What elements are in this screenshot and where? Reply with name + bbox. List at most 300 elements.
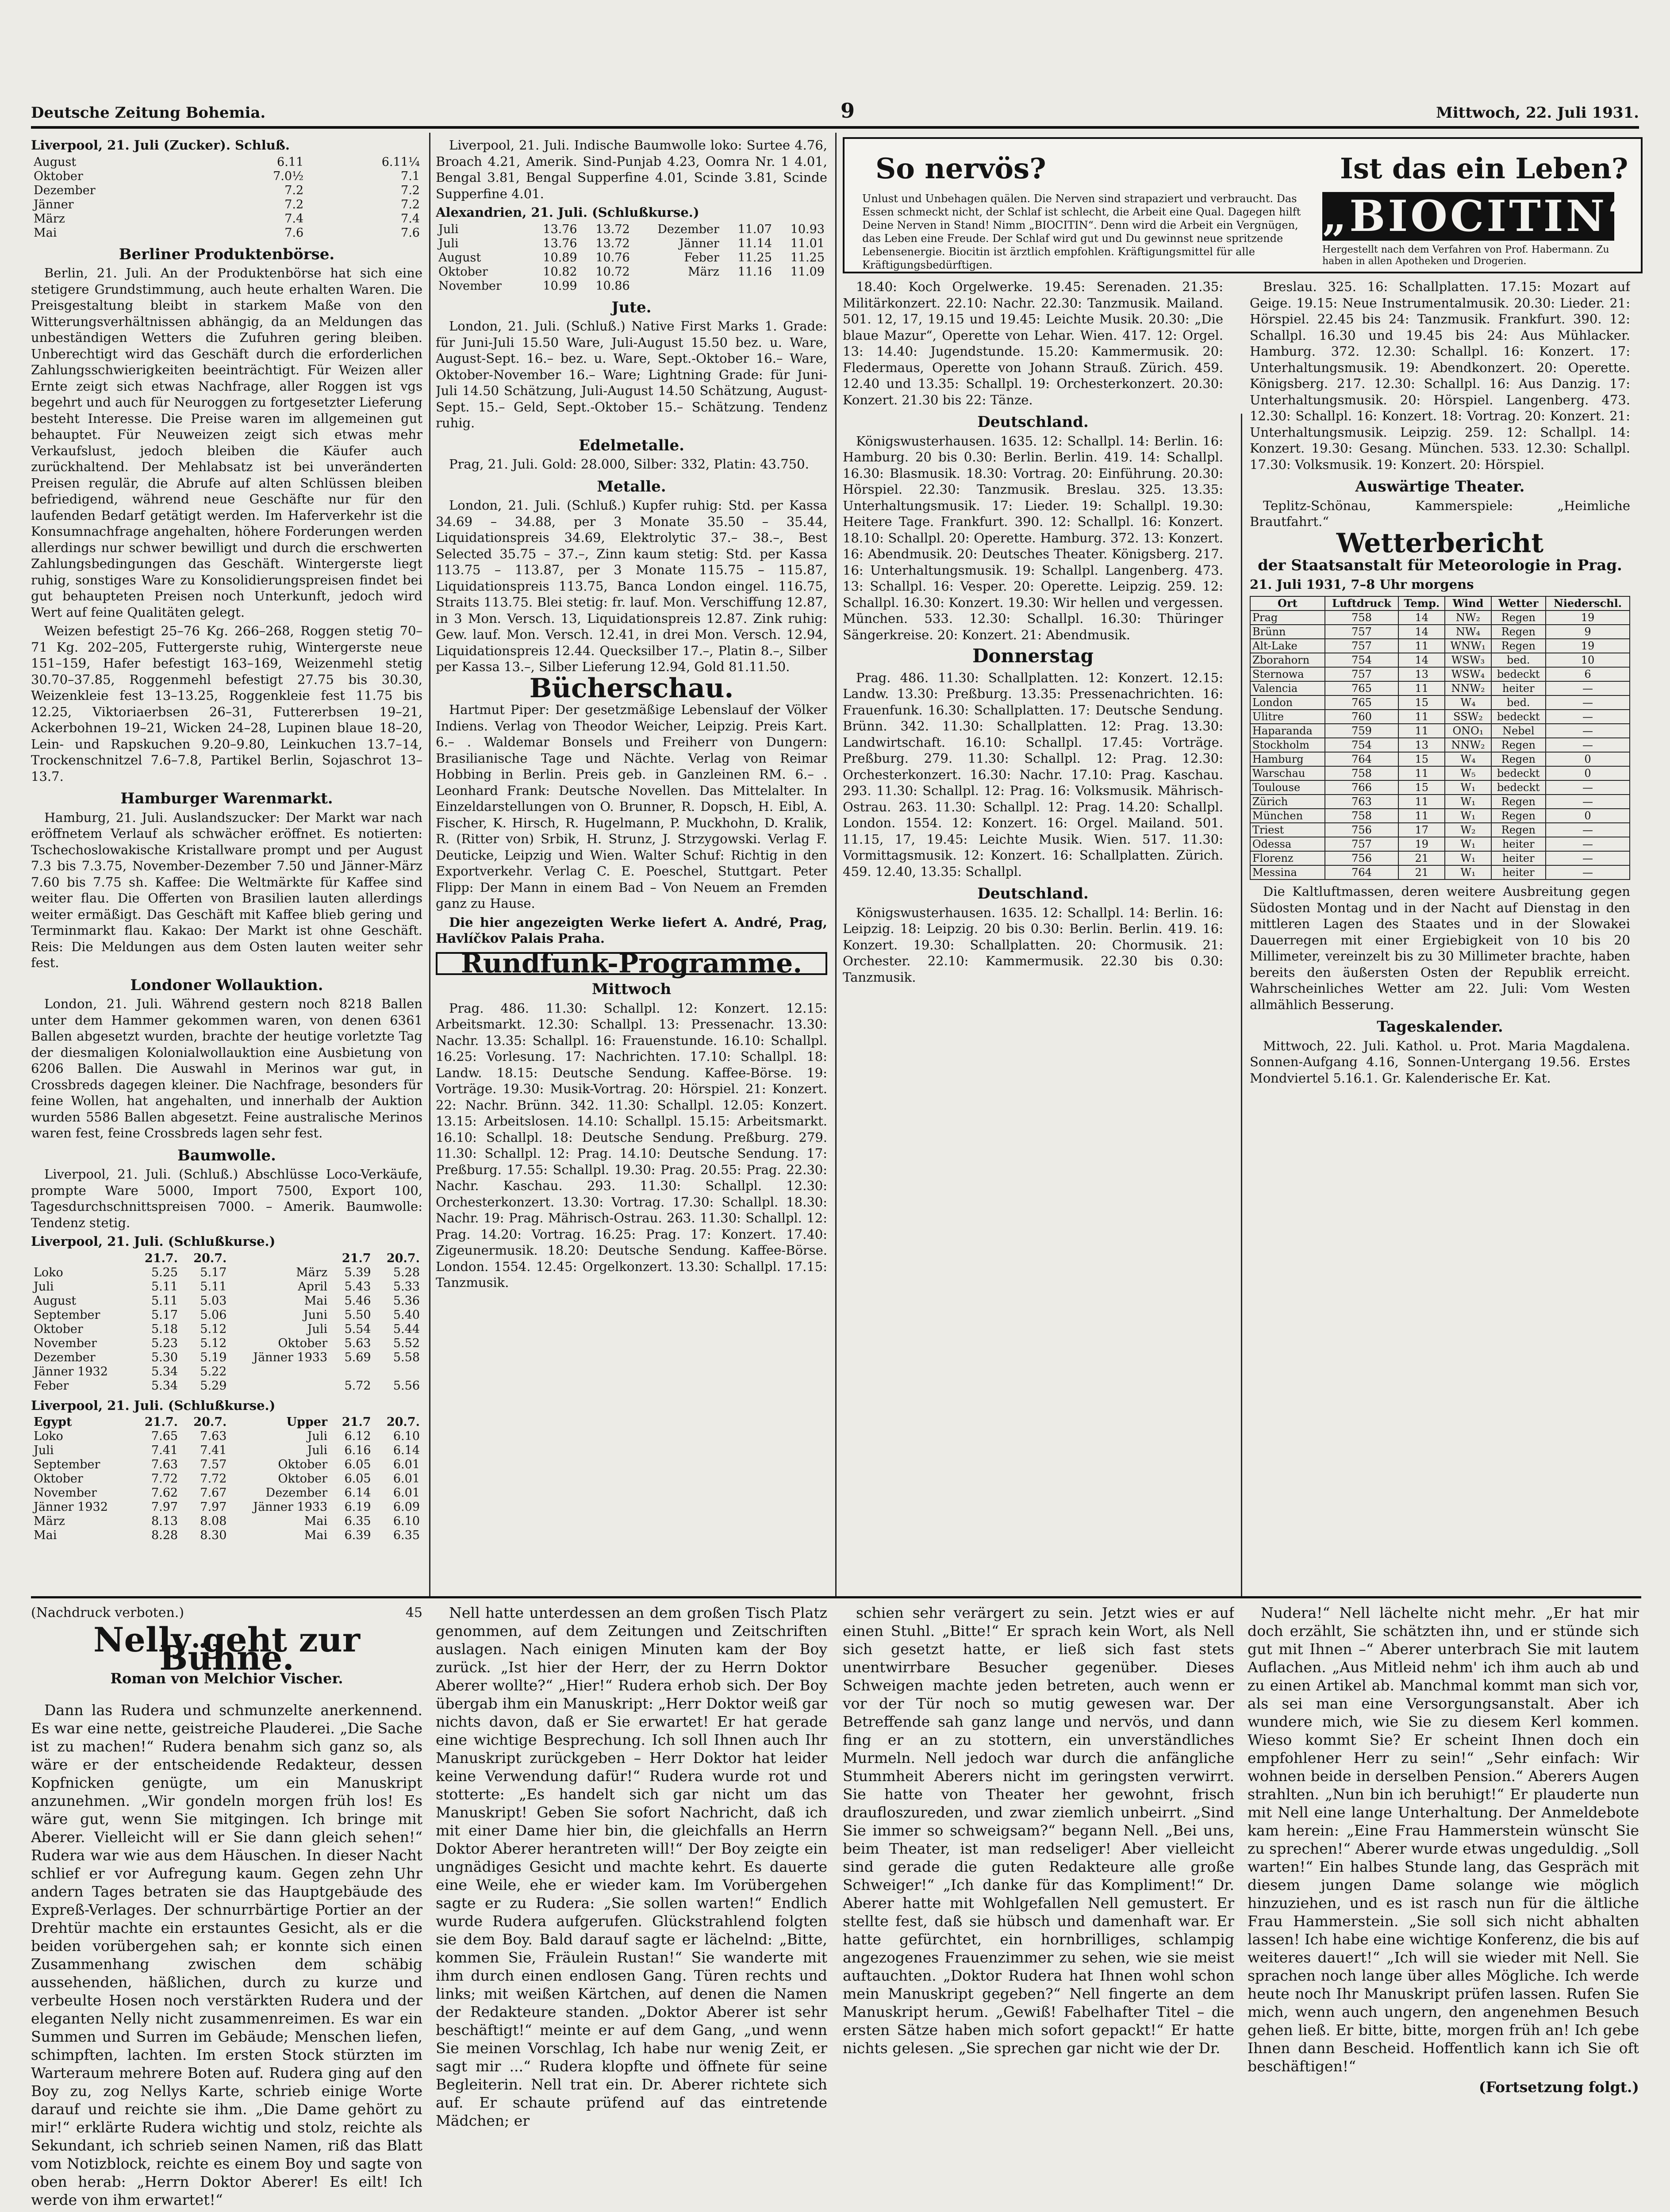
table-cell: 13.76 [543, 236, 577, 250]
table-cell: Mai [304, 1294, 328, 1308]
table-cell: Regen [1491, 625, 1546, 639]
metalle-heading: Metalle. [597, 477, 666, 495]
table-cell: 759 [1325, 724, 1398, 738]
table-cell: Juli [438, 236, 459, 250]
table-cell: Hamburg [1250, 752, 1325, 766]
books-note: Die hier angezeigten Werke liefert A. André, Prag, Havlíčkov Palais Praha. [436, 914, 827, 946]
table-cell: April [298, 1279, 328, 1294]
table-cell: 14 [1398, 653, 1445, 667]
weather-row [1250, 809, 1630, 823]
weather-report: Die Kaltluftmassen, deren weitere Ausbreitung gegen Südosten Montag und in der Nacht auf Dienstag in den mittleren Lagen des Staates und in der Slowakei Dauerregen mit einer Ergiebigkeit von 10 bis 20 Millimeter, vereinzelt bis zu 30 Millimeter brachte, haben bereits den äußersten Osten der Republik erreicht. Wahrscheinliches Wetter am 22. Juli: Vom Westen allmählich Besserung. [1250, 884, 1630, 1012]
table-cell: 7.41 [151, 1444, 178, 1457]
table-cell: SSW₂ [1445, 710, 1491, 724]
serial-column-2 [436, 1604, 827, 2212]
column-header: Niederschl. [1546, 596, 1630, 611]
column-header: Ort [1250, 596, 1325, 611]
table-cell: 6.35 [393, 1528, 420, 1542]
serial-column-4 [1248, 1604, 1639, 2212]
table-cell: 756 [1325, 823, 1398, 837]
table-cell: Feber [34, 1379, 69, 1393]
table-row [436, 265, 827, 279]
table-cell [229, 1379, 330, 1393]
column-header: Egypt [34, 1415, 72, 1429]
table-cell: 7.6 [401, 226, 420, 240]
table-cell: 5.23 [151, 1336, 178, 1350]
table-cell: bedeckt [1491, 710, 1546, 724]
thursday-heading: Donnerstag [972, 645, 1094, 667]
jute-report: London, 21. Juli. (Schluß.) Native First Marks 1. Grade: für Juni-Juli 15.50 Ware, Juli-August 15.50 bez. u. Ware, August-Sept. 16.– bez. u. Ware, Sept.-Oktober 16.– Ware, Oktober-November 16.– Ware; Lightning Grade: für Juni-Juli 14.50 Schätzung, Juli-August 14.50 Schätzung, August-Sept. 15.– Geld, Sept.-Oktober 15.– Schätzung. Tendenz ruhig. [436, 319, 827, 430]
weather-row [1250, 738, 1630, 752]
table-cell: November [34, 1336, 97, 1350]
table-cell: W₁ [1445, 837, 1491, 851]
table-cell: NW₄ [1445, 625, 1491, 639]
alexandria-table [436, 223, 827, 293]
table-cell: 11 [1398, 809, 1445, 823]
weather-row [1250, 865, 1630, 879]
ad-body: Unlust und Unbehagen quälen. Die Nerven sind strapaziert und verbraucht. Das Essen schmeckt nicht, der Schlaf ist schlecht, die Arbeit eine Qual. Dagegen hilft Deine Nerven in Stand! Nimm „BIOCITIN“. Denn wird die Arbeit ein Vergnügen, das Leben eine Freude. Der Schlaf wird gut und Du gewinnst neue spritzende Lebensenergie. Biocitin ist ärztlich empfohlen. Kräftigungsmittel für alle Kräftigungsbedürftigen. [862, 192, 1301, 271]
table-cell: Regen [1491, 611, 1546, 625]
table-header-row [31, 1252, 422, 1266]
table-cell: W₁ [1445, 865, 1491, 879]
table-cell: 6.01 [393, 1486, 420, 1500]
table-cell: W₅ [1445, 766, 1491, 780]
column-header: Wetter [1491, 596, 1546, 611]
table-cell: 7.63 [200, 1429, 227, 1443]
table-cell: 5.36 [393, 1294, 420, 1308]
table-cell: — [1546, 851, 1630, 865]
table-cell: 5.11 [151, 1294, 178, 1308]
table-cell: März [687, 265, 719, 279]
table2-dateline: Liverpool, 21. Juli. (Schlußkurse.) [31, 1398, 276, 1413]
table-row [436, 251, 827, 265]
table-cell: 6.35 [344, 1514, 371, 1528]
edelmetalle-heading: Edelmetalle. [579, 436, 684, 454]
table-cell: 757 [1325, 837, 1398, 851]
table1-dateline: Liverpool, 21. Juli. (Schlußkurse.) [31, 1234, 276, 1249]
table-cell: September [34, 1308, 100, 1322]
table-row [31, 1486, 422, 1500]
issue-date: Mittwoch, 22. Juli 1931. [1436, 104, 1639, 122]
table-cell: 11 [1398, 710, 1445, 724]
table-cell: 6.16 [344, 1444, 371, 1457]
hamburg-heading: Hamburger Warenmarkt. [120, 790, 333, 807]
column-header [229, 1252, 330, 1266]
table-row [31, 1379, 422, 1393]
table-cell [775, 279, 827, 293]
table-cell: 5.56 [393, 1379, 420, 1393]
table-cell: 11.25 [790, 250, 825, 265]
table-cell: 7.72 [200, 1472, 227, 1486]
table-cell: Mai [34, 226, 57, 240]
table-cell: 6.14 [393, 1444, 420, 1457]
books-list: Hartmut Piper: Der gesetzmäßige Lebenslauf der Völker Indiens. Verlag von Theodor Weicher, Leipzig. Preis Kart. 6.– . Waldemar Bonsels und Freiherr von Dungern: Brasilianische Tage und Nächte. Verlag von Reimar Hobbing in Berlin. Preis geb. in Ganzleinen RM. 6.– . Leonhard Frank: Deutsche Novellen. Das Mittelalter. In Einzeldarstellungen von O. Brunner, R. Dopsch, H. Eibl, A. Fischer, K. Hirsch, R. Hugelmann, P. Muckhohn, D. Kralik, R. (Ritter von) Srbik, H. Strunz, J. Strzygowski. Verlag F. Deuticke, Leipzig und Wien. Walter Schuf: Richtig in den Exportverkehr. Verlag C. E. Poeschel, Stuttgart. Peter Flipp: Der Mann in einem Bad – Von Neuem an Fremden ganz zu Hause. [436, 702, 827, 911]
table-cell: 5.25 [151, 1265, 178, 1279]
table-cell: 6.01 [393, 1472, 420, 1486]
serial-divider [31, 1596, 1641, 1598]
berlin-heading: Berliner Produktenbörse. [119, 245, 335, 263]
column-3 [843, 137, 1639, 1597]
table-cell: Alt-Lake [1250, 639, 1325, 653]
table-cell: Juli [34, 1444, 54, 1457]
weather-row [1250, 823, 1630, 837]
table-cell: Valencia [1250, 681, 1325, 695]
table-row [436, 279, 827, 293]
table-cell: 11.09 [790, 265, 825, 279]
liverpool-indian-cotton: Liverpool, 21. Juli. Indische Baumwolle loko: Surtee 4.76, Broach 4.21, Amerik. Sind-Punjab 4.23, Oomra Nr. 1 4.01, Bengal 3.81, Bengal Supperfine 4.01, Scinde 3.81, Scinde Supperfine 4.01. [436, 138, 827, 201]
cotton-table [31, 155, 422, 240]
table-row [31, 1336, 422, 1351]
table-cell: Nebel [1491, 724, 1546, 738]
table-cell: 5.69 [344, 1350, 371, 1364]
table-cell: 5.34 [151, 1379, 178, 1393]
serial-column-1 [31, 1604, 422, 2212]
table-cell: NNW₂ [1445, 738, 1491, 752]
table-cell: 757 [1325, 639, 1398, 653]
table-cell: 7.72 [151, 1472, 178, 1486]
table-cell: 10.72 [595, 265, 630, 279]
table-cell: 5.39 [344, 1265, 371, 1279]
table-cell: 11 [1398, 724, 1445, 738]
table-cell: 8.08 [200, 1514, 227, 1528]
table-cell: 6.19 [344, 1500, 371, 1514]
table-cell: 10.76 [595, 250, 630, 265]
table-cell: WNW₁ [1445, 639, 1491, 653]
table-cell: 7.6 [284, 226, 304, 240]
table-cell: 5.17 [200, 1265, 227, 1279]
table-cell: 763 [1325, 795, 1398, 809]
table-cell: 9 [1546, 625, 1630, 639]
table-cell: 5.33 [393, 1279, 420, 1294]
london-wool-report: London, 21. Juli. Während gestern noch 8218 Ballen unter dem Hammer gekommen waren, von denen 6361 Ballen abgesetzt wurden, brachte der heutige vorletzte Tag der diesmaligen Kolonialwollauktion eine Ausbietung von 6206 Ballen. Die Auswahl in Merinos war gut, in Crossbreds dagegen kleiner. Die Nachfrage, besonders für feine Wollen, hat angehalten, und innerhalb der Auktion wurden 5586 Ballen abgesetzt. Feine australische Merinos waren fest, feine Crossbreds lagen sehr fest. [31, 996, 422, 1141]
germany-heading: Deutschland. [977, 413, 1089, 431]
ad-note: Hergestellt nach dem Verfahren von Prof. Habermann. Zu haben in allen Apotheken und Drogerien. [1322, 244, 1609, 267]
table-cell: 5.28 [393, 1265, 420, 1279]
table-cell: Oktober [278, 1458, 328, 1471]
table-cell: 10.86 [595, 279, 630, 293]
table-cell: August [34, 155, 77, 169]
table-cell: 14 [1398, 611, 1445, 625]
table-cell: 5.52 [393, 1336, 420, 1350]
table-row [31, 1444, 422, 1458]
table-row [31, 1351, 422, 1365]
table-cell: Jänner [679, 236, 719, 250]
theater-heading: Auswärtige Theater. [1355, 478, 1525, 495]
table-cell: Jänner 1932 [34, 1364, 108, 1379]
table-cell: 756 [1325, 851, 1398, 865]
weather-heading: Wetterbericht [1336, 527, 1544, 559]
calendar-heading: Tageskalender. [1377, 1018, 1503, 1036]
table-cell: 6.10 [393, 1514, 420, 1528]
serial-text-3: schien sehr verärgert zu sein. Jetzt wies er auf einen Stuhl. „Bitte!“ Er sprach kein Wort, als Nell sich gesetzt hatte, er ließ sich fast stets unentwirrbare Besucher gegenüber. Dieses Schweigen machte jeden betreten, auch wenn er vor der Tür noch so mutig gewesen war. Der Betreffende sah ganz lange und nervös, und dann fing er an zu stottern, ein unverständliches Murmeln. Nell jedoch war durch die anfängliche Stummheit Aberers nicht im geringsten verwirrt. Sie hatte von Theater her gewohnt, frisch draufloszureden, und zwar ziemlich unbeirrt. „Sind Sie immer so schweigsam?“ begann Nell. „Bei uns, beim Theater, ist man redseliger! Aber vielleicht sind gerade die guten Redakteure alle große Schweiger!“ „Ich danke für das Kompliment!“ Dr. Aberer hatte mit Wohlgefallen Nell gemustert. Er stellte fest, daß sie hübsch und damenhaft war. Er hatte gefürchtet, ein hornbrilliges, schlampig angezogenes Frauenzimmer zu sehen, wie sie meist auftauchten. „Doktor Rudera hat Ihnen wohl schon mein Manuskript gegeben?“ Nell fingerte an dem Manuskript herum. „Gewiß! Fabelhafter Titel – die ersten Sätze haben mich sofort gepackt!“ Er hatte nichts gelesen. „Sie sprechen gar nicht wie der Dr. [843, 1604, 1234, 2057]
thursday-listings: Prag. 486. 11.30: Schallplatten. 12: Konzert. 12.15: Landw. 13.30: Preßburg. 13.35: Pressenachrichten. 16: Frauenfunk. 16.30: Schallplatten. 17: Deutsche Sendung. Brünn. 342. 11.30: Schallplatten. 12: Prag. 13.30: Landwirtschaft. 16.10: Schallpl. 17.45: Vorträge. Preßburg. 279. 11.30: Schallpl. 12: Prag. 12.30: Orchesterkonzert. 16.30: Nachr. 17.10: Prag. Kaschau. 293. 11.30: Schallpl. 12: Prag. 16: Volksmusik. Mährisch-Ostrau. 263. 11.30: Schallpl. 12: Prag. 14.20: Schallpl. London. 1554. 12: Konzert. 16: Orgel. Mailand. 501. 11.15, 17, 19.45: Leichte Musik. Wien. 517. 11.30: Vormittagsmusik. 12: Konzert. 16: Schallplatten. Zürich. 459. 12.40, 13.35: Schallpl. [843, 670, 1223, 879]
table-cell: Jänner 1933 [253, 1500, 328, 1514]
page-number: 9 [841, 99, 855, 123]
cotton-row [31, 184, 422, 198]
table-cell: 21 [1398, 851, 1445, 865]
table-cell: 13.72 [595, 236, 630, 250]
table-cell: März [34, 211, 65, 226]
table-cell [330, 1365, 373, 1379]
continued-note: (Fortsetzung folgt.) [1478, 2078, 1639, 2096]
table-row [436, 223, 827, 237]
table-cell: Triest [1250, 823, 1325, 837]
column-header: 21.7. [144, 1251, 178, 1265]
table-cell: W₁ [1445, 795, 1491, 809]
table-cell [722, 279, 775, 293]
table-cell: 11.14 [737, 236, 772, 250]
table-cell: — [1546, 724, 1630, 738]
table-cell: W₁ [1445, 851, 1491, 865]
table-cell: heiter [1491, 851, 1546, 865]
table-cell: — [1546, 710, 1630, 724]
column-header: 21.7. [144, 1415, 178, 1429]
table-cell: heiter [1491, 681, 1546, 695]
table-cell: bedeckt [1491, 667, 1546, 681]
table-cell: — [1546, 738, 1630, 752]
table-cell: bed. [1491, 695, 1546, 710]
weather-subheading: der Staatsanstalt für Meteorologie in Prag. [1258, 557, 1622, 574]
table-cell: 764 [1325, 865, 1398, 879]
table-cell: 11.25 [737, 250, 772, 265]
table-cell: 5.54 [344, 1322, 371, 1336]
table-cell: 6.09 [393, 1500, 420, 1514]
table-cell: 5.22 [200, 1364, 227, 1379]
table-cell: 765 [1325, 681, 1398, 695]
table-row [31, 1365, 422, 1379]
market-column-2 [436, 137, 827, 1597]
weather-row [1250, 611, 1630, 625]
table-cell: November [34, 1486, 97, 1500]
table-cell: 11 [1398, 639, 1445, 653]
weather-row [1250, 667, 1630, 681]
table-cell: 11.07 [737, 222, 772, 236]
radio-listings: Prag. 486. 11.30: Schallpl. 12: Konzert. 12.15: Arbeitsmarkt. 12.30: Schallpl. 13: Pressenachr. 13.30: Nachr. 13.35: Schallpl. 16: Frauenstunde. 16.10: Schallpl. 16.25: Vorlesung. 17: Nachrichten. 17.10: Schallpl. 18: Landw. 18.15: Deutsche Sendung. Kaffee-Börse. 19: Vorträge. 19.30: Musik-Vortrag. 20: Hörspiel. 21: Konzert. 22: Nachr. Brünn. 342. 11.30: Schallpl. 12.05: Konzert. 13.15: Arbeitslosen. 14.10: Schallpl. 15.15: Arbeitsmarkt. 16.10: Schallpl. 18: Deutsche Sendung. Preßburg. 279. 11.30: Schallpl. 12: Prag. 14.10: Deutsche Sendung. 17: Preßburg. 17.55: Schallpl. 19.30: Prag. 20.55: Prag. 22.30: Nachr. Kaschau. 293. 11.30: Schallpl. 12.30: Orchesterkonzert. 13.30: Vortrag. 17.30: Schallpl. 18.30: Nachr. 19: Prag. Mährisch-Ostrau. 263. 11.30: Schallpl. 12: Prag. 14.20: Vortrag. 16.25: Prag. 17: Konzert. 17.40: Zigeunermusik. 18.20: Deutsche Sendung. Kaffee-Börse. London. 1554. 12.45: Orgelkonzert. 13.30: Schallpl. 17.15: Tanzmusik. [436, 1000, 827, 1290]
table-cell: 7.2 [284, 183, 304, 197]
table-header-row [1250, 596, 1630, 611]
table-cell: Dezember [34, 1350, 96, 1364]
table-cell: — [1546, 795, 1630, 809]
table-cell: 11.01 [790, 236, 825, 250]
table-cell: 6.10 [393, 1429, 420, 1443]
table-cell: 5.11 [151, 1279, 178, 1294]
weather-row [1250, 724, 1630, 738]
market-column-1 [31, 137, 422, 1597]
weather-row [1250, 695, 1630, 710]
table-cell: 6.11¼ [381, 155, 420, 169]
table-cell: 5.30 [151, 1350, 178, 1364]
table-cell: Messina [1250, 865, 1325, 879]
column-3-left [843, 279, 1223, 1584]
radio-heading: Rundfunk-Programme. [436, 952, 827, 975]
table-cell: 21 [1398, 865, 1445, 879]
table-cell: 6.05 [344, 1458, 371, 1471]
liverpool-table-2 [31, 1415, 422, 1543]
table-cell: — [1546, 695, 1630, 710]
weather-row [1250, 837, 1630, 851]
table-cell: Regen [1491, 809, 1546, 823]
page-header [31, 100, 1639, 129]
table-cell: WSW₃ [1445, 653, 1491, 667]
table-cell: London [1250, 695, 1325, 710]
germany2-heading: Deutschland. [977, 885, 1089, 902]
column-header: Wind [1445, 596, 1491, 611]
table-cell: 8.28 [151, 1528, 178, 1542]
table-cell: 14 [1398, 625, 1445, 639]
table-row [31, 1266, 422, 1280]
table-cell: 11.16 [737, 265, 772, 279]
column-header: Luftdruck [1325, 596, 1398, 611]
table-cell: 754 [1325, 653, 1398, 667]
table-cell: 6.01 [393, 1458, 420, 1471]
table-cell: 6.14 [344, 1486, 371, 1500]
table-cell: München [1250, 809, 1325, 823]
table-cell: Oktober [438, 265, 488, 279]
weather-row [1250, 653, 1630, 667]
table-cell: bedeckt [1491, 766, 1546, 780]
table-cell: 10.93 [790, 222, 825, 236]
table-cell: 766 [1325, 780, 1398, 795]
table-cell: Dezember [34, 183, 96, 197]
table-cell: 7.62 [151, 1486, 178, 1500]
table-cell: 7.41 [200, 1444, 227, 1457]
table-cell: Regen [1491, 795, 1546, 809]
table-cell: 5.63 [344, 1336, 371, 1350]
table-cell: Jänner 1932 [34, 1500, 108, 1514]
table-cell: Dezember [265, 1486, 328, 1500]
table-cell: September [34, 1458, 100, 1471]
column-header: Upper [286, 1415, 328, 1429]
table-cell: 6.12 [344, 1429, 371, 1443]
table-cell: Loko [34, 1429, 63, 1443]
london-wool-heading: Londoner Wollauktion. [130, 976, 323, 994]
table-cell: 5.58 [393, 1350, 420, 1364]
table-cell [374, 1365, 422, 1379]
cotton-row [31, 155, 422, 169]
cotton-dateline: Liverpool, 21. Juli (Zucker). Schluß. [31, 138, 290, 153]
table-cell: 15 [1398, 695, 1445, 710]
table-cell: 5.40 [393, 1308, 420, 1322]
weather-row [1250, 752, 1630, 766]
table-cell: bed. [1491, 653, 1546, 667]
table-cell: Odessa [1250, 837, 1325, 851]
biocitin-logo: „BIOCITIN“ [1322, 191, 1635, 241]
table-cell: 13 [1398, 667, 1445, 681]
table-cell: Juli [438, 222, 459, 236]
table-cell: 5.03 [200, 1294, 227, 1308]
grain-prices: Weizen befestigt 25–76 Kg. 266–268, Roggen stetig 70–71 Kg. 202–205, Futtergerste ruhig, Wintergerste neue 151–159, Hafer befestigt 163–169, Weizenmehl stetig 30.70–37.85, Roggenmehl befestigt 27.75 bis 30.30, Weizenkleie fest 13–13.25, Roggenkleie fest 11.75 bis 12.25, Viktoriaerbsen 26–31, Futtererbsen 19–21, Ackerbohnen 19–21, Wicken 24–28, Lupinen blaue 18–20, Lein- und Rapskuchen 9.20–9.80, Leinkuchen 13.7–14, Trockenschnitzel 7.6–7.8, Partikel Berlin, Sojaschrot 13–13.7. [31, 623, 422, 784]
table-cell: 0 [1546, 809, 1630, 823]
table-cell: 7.4 [284, 211, 304, 226]
table-cell: 7.0½ [273, 169, 304, 183]
table-cell: 757 [1325, 667, 1398, 681]
table-cell: Dezember [657, 222, 719, 236]
table-cell: 7.63 [151, 1458, 178, 1471]
germany-listings: Königswusterhausen. 1635. 12: Schallpl. 14: Berlin. 16: Hamburg. 20 bis 0.30: Berlin. Berlin. 419. 14: Schallpl. 16.30: Blasmusik. 18.30: Vortrag. 20: Einführung. 20.30: Hörspiel. 22.30: Tanzmusik. Breslau. 325. 13.35: Unterhaltungsmusik. 17: Lieder. 19: Schallpl. 19.30: Heitere Tage. Frankfurt. 390. 12: Schallpl. 16: Konzert. 18.10: Schallpl. 20: Operette. Hamburg. 372. 13: Konzert. 16: Abendmusik. 20: Deutsches Theater. Königsberg. 217. 16: Unterhaltungsmusik. 19: Schallpl. Langenberg. 473. 13: Schallpl. 16: Vesper. 20: Operette. Leipzig. 259. 12: Schallpl. 16.30: Konzert. 19.30: Wir hellen und vergessen. München. 533. 12.30: Schallpl. 16.30: Thüringer Sängerkreise. 20: Konzert. 21: Abendmusik. [843, 433, 1223, 642]
table-cell: 11 [1398, 681, 1445, 695]
table-cell: Regen [1491, 752, 1546, 766]
table-cell: August [438, 250, 481, 265]
table-cell: Brünn [1250, 625, 1325, 639]
table-cell: Stockholm [1250, 738, 1325, 752]
table-cell: 5.12 [200, 1322, 227, 1336]
weather-row [1250, 795, 1630, 809]
table-row [31, 1308, 422, 1322]
table-cell: W₂ [1445, 823, 1491, 837]
baumwolle-report: Liverpool, 21. Juli. (Schluß.) Abschlüsse Loco-Verkäufe, prompte Ware 5000, Import 7500, Export 100, Tagesdurchschnittspreisen 7000. – Amerik. Baumwolle: Tendenz stetig. [31, 1167, 422, 1230]
weather-row [1250, 710, 1630, 724]
table-cell: 765 [1325, 695, 1398, 710]
weather-row [1250, 780, 1630, 795]
table-cell: 5.44 [393, 1322, 420, 1336]
table-row [31, 1280, 422, 1294]
table-cell: 0 [1546, 752, 1630, 766]
serial-text-4: Nudera!“ Nell lächelte nicht mehr. „Er hat mir doch erzählt, Sie schätzten ihn, und er stünde sich gut mit Ihnen –“ Aberer unterbrach Sie mit lautem Auflachen. „Aus Mitleid nehm' ich ihm auch ab und zu einen Artikel ab. Manchmal kommt man sich vor, als sei man eine Versorgungsanstalt. Aber ich wundere mich, wie Sie zu diesem Kerl kommen. Wieso kommt Sie? Er scheint Ihnen doch ein empfohlener Herr zu sein!“ „Sehr einfach: Wir wohnen beide in derselben Pension.“ Aberers Augen strahlten. „Nun bin ich beruhigt!“ Er plauderte nun mit Nell eine lange Unterhaltung. Der Anmeldebote kam herein: „Eine Frau Hammerstein wünscht Sie zu sprechen!“ Aberer wurde etwas ungeduldig. „Soll warten!“ Ein halbes Stunde lang, das Gespräch mit diesem jungen Dame solange wie möglich hinzuziehen, und es ist rasch nun für die ältliche Frau Hammerstein. „Sie soll sich nicht abhalten lassen! Ich habe eine wichtige Konferenz, die bis auf weiteres dauert!“ „Ich will sie wieder mit Nell. Sie sprachen noch lange über alles Mögliche. Ich werde heute noch Ihr Manuskript prüfen lassen. Rufen Sie mich, wenn auch ungern, den angenehmen Besuch gehen ließ. Er bitte, bitte, morgen früh an! Ich gebe Ihnen dann Bescheid. Hoffentlich kann ich Sie oft beschäftigen!“ [1248, 1604, 1639, 2075]
table-cell: 6 [1546, 667, 1630, 681]
weather-table [1250, 596, 1630, 880]
table-cell: Juni [303, 1308, 328, 1322]
table-cell: 11 [1398, 795, 1445, 809]
serial-author: Roman von Melchior Vischer. [110, 1670, 343, 1687]
table-cell: Regen [1491, 738, 1546, 752]
table-cell: Zborahorn [1250, 653, 1325, 667]
column-header: Temp. [1398, 596, 1445, 611]
table-cell: März [34, 1514, 65, 1528]
table-cell: 17 [1398, 823, 1445, 837]
table-cell: Zürich [1250, 795, 1325, 809]
ad-headline-2: Ist das ein Leben? [1340, 152, 1628, 185]
table-cell: — [1546, 865, 1630, 879]
table-cell: bedeckt [1491, 780, 1546, 795]
table-cell: ONO₁ [1445, 724, 1491, 738]
table-cell: 5.17 [151, 1308, 178, 1322]
table-cell: 8.13 [151, 1514, 178, 1528]
berlin-report: Berlin, 21. Juli. An der Produktenbörse hat sich eine stetigere Grundstimmung, auch heute erhalten Waren. Die Preisgestaltung bleibt in starkem Maße von den Witterungsverhältnissen abhängig, da an Meldungen das unbeständigen Wetters die Zufuhren gering bleiben. Unberechtigt wird das Geschäft durch die erforderlichen Zahlungsschwierigkeiten beeinträchtigt. Für Weizen aller Ernte zeigt sich etwas Nachfrage, aller Roggen ist vgs begehrt und auch für Neuroggen zu fortgesetzter Lieferung besteht Interesse. Die Preise waren im allgemeinen gut behauptet. Für Neuweizen zeigt sich etwas mehr Verkaufslust, jedoch bleiben die Käufer auch zurückhaltend. Der Mehlabsatz ist bei unveränderten Preisen regulär, die Abrufe auf alten Schlüssen bleiben befriedigend, während neue Geschäfte nur für den laufenden Bedarf getätigt werden. Im Haferverkehr ist die Konsumnachfrage angehalten, höhere Forderungen werden allerdings nur schwer bewilligt und durch die erschwerten Zahlungsbedingungen das Geschäft. Wintergerste liegt ruhig, sonstiges Ware zu Konsolidierungspreisen findet bei gut behaupteten Preisen noch Unterkunft, jedoch wird Wert auf feine Qualitäten gelegt. [31, 265, 422, 620]
column-3-right [1250, 279, 1630, 1584]
table-cell: Mai [304, 1514, 328, 1528]
table-cell: 19 [1546, 611, 1630, 625]
weather-date: 21. Juli 1931, 7–8 Uhr morgens [1250, 576, 1474, 592]
table-row [31, 1458, 422, 1472]
table-cell: 19 [1546, 639, 1630, 653]
table-cell: November [438, 279, 502, 293]
cotton-row [31, 226, 422, 240]
table-cell: 5.50 [344, 1308, 371, 1322]
table-cell: 13 [1398, 738, 1445, 752]
table-row [436, 237, 827, 251]
serial-column-3 [843, 1604, 1234, 2212]
ad-headline-1: So nervös? [875, 152, 1046, 185]
table-cell: 5.06 [200, 1308, 227, 1322]
baumwolle-heading: Baumwolle. [177, 1146, 276, 1164]
table-cell: Juli [307, 1322, 328, 1336]
table-cell: 5.29 [200, 1379, 227, 1393]
table-cell: 8.30 [200, 1528, 227, 1542]
table-cell: Warschau [1250, 766, 1325, 780]
table-cell: Regen [1491, 823, 1546, 837]
table-cell: 764 [1325, 752, 1398, 766]
table-cell: Toulouse [1250, 780, 1325, 795]
table-row [31, 1294, 422, 1308]
column-header: 21.7 [342, 1251, 371, 1265]
table-cell: 19 [1398, 837, 1445, 851]
metalle-report: London, 21. Juli. (Schluß.) Kupfer ruhig: Std. per Kassa 34.69 – 34.88, per 3 Monate 35.50 – 35.44, Liquidationspreis 34.69, Elektrolytic 37.– 38.–, Best Selected 35.75 – 37.–, Zinn kaum stetig: Std. per Kassa 113.75 – 113.87, per 3 Monate 115.75 – 115.87, Liquidationspreis 113.75, Banca London eingel. 116.75, Straits 113.75. Blei stetig: fr. lauf. Mon. Verschiffung 12.87, in 3 Mon. Versch. 13, Liquidationspreis 12.87. Zink ruhig: Gew. lauf. Mon. Versch. 12.41, in drei Mon. Versch. 12.94, Liquidationspreis 12.44. Quecksilber 17.–, Platin 8.–, Silber per Kassa 13.–, Silber Lieferung 12.94, Gold 81.11.50. [436, 498, 827, 674]
theater-listing: Teplitz-Schönau, Kammerspiele: „Heimliche Brautfahrt.“ [1250, 498, 1630, 529]
germany2-listings: Königswusterhausen. 1635. 12: Schallpl. 14: Berlin. 16: Leipzig. 18: Leipzig. 20 bis 0.30: Berlin. Berlin. 419. 16: Konzert. 19.30: Schallplatten. 20: Chormusik. 21: Orchester. 22.10: Kammermusik. 22.30 bis 0.30: Tanzmusik. [843, 905, 1223, 985]
table-cell: August [34, 1294, 77, 1308]
table-row [31, 1322, 422, 1336]
serial-text-1: Dann las Rudera und schmunzelte anerkennend. Es war eine nette, geistreiche Plauderei. „Die Sache ist zu machen!“ Rudera benahm sich ganz so, als wäre er der entscheidende Redakteur, dessen Kopfnicken genügte, um ein Manuskript anzunehmen. „Wir gondeln morgen früh los! Es wäre gut, wenn Sie mitgingen. Ich bringe mit Aberer. Vielleicht will er Sie dann gleich sehen!“ Rudera war wie aus dem Häuschen. In dieser Nacht schlief er vor Aufregung kaum. Gegen zehn Uhr andern Tages betraten sie das Hauptgebäude des Expreß-Verlages. Der schnurrbärtige Portier an der Drehtür machte ein erstauntes Gesicht, als er die beiden vorübergehen sah; er konnte sich einen Zusammenhang zwischen dem schäbig aussehenden, häßlichen, durch zu kurze und verbeulte Hosen noch verstärkten Rudera und der eleganten Nelly nicht zusammenreimen. Es war ein Summen und Surren im Gebäude; Menschen liefen, schimpften, lachten. Im ersten Stock stürzten im Warteraum mehrere Boten auf. Rudera ging auf den Boy zu, zog Nellys Karte, schrieb einige Worte darauf und reichte sie ihm. „Die Dame gehört zu mir!“ erklärte Rudera wichtig und stolz, reichte als Sekundant, ich schrieb seinen Namen, riß das Blatt vom Notizblock, reichte es einem Boy und sagte von oben herab: „Herrn Doktor Aberer! Es eilt! Ich werde von ihm erwartet!“ [31, 1701, 422, 2208]
table-cell: Regen [1491, 639, 1546, 653]
